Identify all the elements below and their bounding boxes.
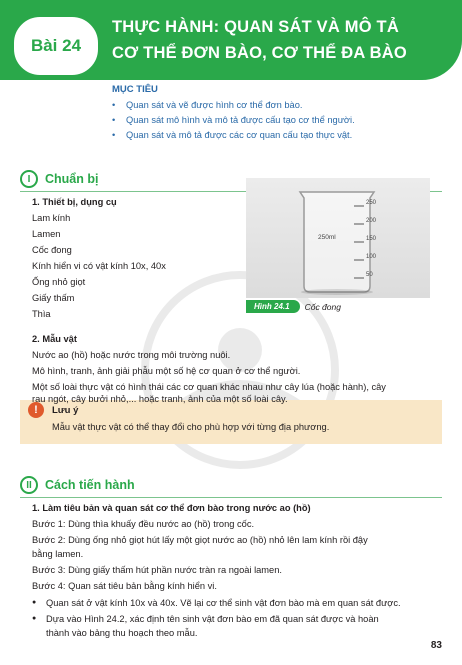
beaker-icon [246,178,430,298]
beaker-figure [246,178,430,298]
step-item: Bước 4: Quan sát tiêu bản bằng kính hiển vi. [32,581,217,591]
objectives-list [112,98,442,143]
equipment-item: Cốc đong [32,245,72,255]
step-item: Bước 3: Dùng giấy thấm hút phần nước tràn ra ngoài lamen. [32,565,282,575]
figure-label [246,300,341,313]
objective-item: • Quan sát mô hình và mô tả được cấu tạo cơ thể người. [112,113,442,128]
instruction-continuation: thành vào bảng thu hoạch theo mẫu. [46,628,198,638]
samples-heading: 2. Mẫu vật [32,334,77,344]
objectives-heading: MỤC TIÊU [112,84,158,95]
sample-item: rau ngót, cây bưởi nhỏ,... hoặc tranh, ảnh của một số loài cây. [32,394,288,404]
figure-caption: Cốc đong [304,301,341,312]
beaker-mark-50: 50 [366,272,373,278]
equipment-item: Lam kính [32,213,71,223]
note-title: Lưu ý [52,405,79,416]
equipment-item: Thìa [32,309,51,319]
section-1-numeral: I [20,170,38,188]
equipment-item: Lamen [32,229,61,239]
equipment-item: Kính hiển vi có vật kính 10x, 40x [32,261,166,271]
step-item: Bước 2: Dùng ống nhỏ giọt hút lấy một giọt nước ao (hồ) nhỏ lên lam kính rồi đậy [32,535,368,545]
objective-item: • Quan sát và vẽ được hình cơ thể đơn bào. [112,98,442,113]
sample-item: Nước ao (hồ) hoặc nước trong môi trường nuôi. [32,350,231,360]
sample-item: Mô hình, tranh, ảnh giải phẫu một số hệ cơ quan ở cơ thể người. [32,366,301,376]
section-2-divider [20,497,442,498]
section-2-title: Cách tiến hành [45,478,135,492]
note-text: Mẫu vật thực vật có thể thay đổi cho phù hợp với từng địa phương. [52,422,330,432]
section-2-heading [20,474,135,496]
section-1-heading [20,168,98,190]
procedure-heading: 1. Làm tiêu bản và quan sát cơ thể đơn bào trong nước ao (hồ) [32,503,311,513]
instruction-bullet: ● Quan sát ở vật kính 10x và 40x. Vẽ lại cơ thể sinh vật đơn bào mà em quan sát được. [32,596,442,610]
alert-icon: ! [28,402,44,418]
title-line-1: THỰC HÀNH: QUAN SÁT VÀ MÔ TẢ [112,18,399,36]
beaker-volume-label: 250ml [318,234,336,241]
instruction-bullet: ● Dựa vào Hình 24.2, xác định tên sinh vật đơn bào em đã quan sát được và hoàn [32,612,442,626]
lesson-badge: Bài 24 [10,13,102,79]
equipment-heading: 1. Thiết bị, dụng cụ [32,197,117,207]
objectives-block [112,84,442,143]
title-line-2: CƠ THỂ ĐƠN BÀO, CƠ THỂ ĐA BÀO [112,44,407,62]
section-2-numeral: II [20,476,38,494]
section-1-title: Chuẩn bị [45,172,99,186]
lesson-title [112,14,442,66]
equipment-item: Ống nhỏ giọt [32,277,86,287]
step-item: bằng lamen. [32,549,84,559]
sample-item: Một số loài thực vật có hình thái các cơ quan khác nhau như cây lúa (hoặc hành), cây [32,382,386,392]
objective-item: • Quan sát và mô tả được các cơ quan cấu tạo thực vật. [112,128,442,143]
beaker-mark-200: 200 [366,218,377,224]
beaker-mark-150: 150 [366,236,377,242]
figure-tag: Hình 24.1 [246,300,300,313]
page-number: 83 [430,640,442,651]
beaker-mark-100: 100 [366,254,377,260]
step-item: Bước 1: Dùng thìa khuấy đều nước ao (hồ) trong cốc. [32,519,255,529]
beaker-mark-250: 250 [366,200,377,206]
equipment-item: Giấy thấm [32,293,75,303]
